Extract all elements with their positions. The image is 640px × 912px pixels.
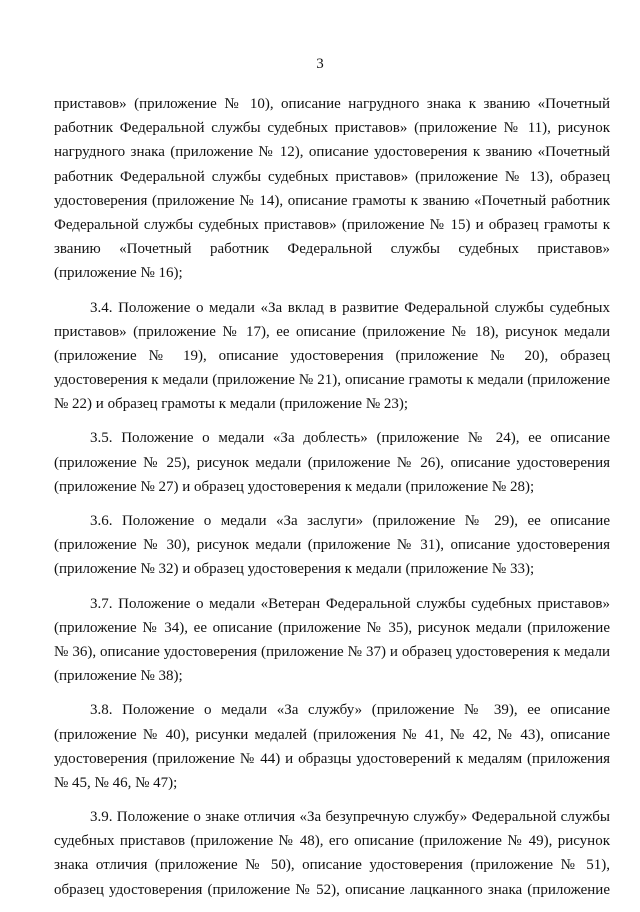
- paragraph: [54, 805, 610, 902]
- text-line: Федеральной службы судебных приставов» (приложение № 15) и образец грамоты к: [54, 216, 610, 233]
- text-line: (приложение № 19), описание удостоверения (приложение № 20), образец: [54, 347, 610, 364]
- text-line: (приложение № 30), рисунок медали (приложение № 31), описание удостоверения: [54, 537, 610, 554]
- text-line: 3.6. Положение о медали «За заслуги» (приложение № 29), ее описание: [90, 513, 610, 529]
- text-line: (приложение № 25), рисунок медали (приложение № 26), описание удостоверения: [54, 454, 610, 471]
- text-line: 3.8. Положение о медали «За службу» (приложение № 39), ее описание: [90, 702, 610, 719]
- text-line: судебных приставов (приложение № 48), его описание (приложение № 49), рисунок: [54, 833, 610, 850]
- text-line: удостоверения к медали (приложение № 21), описание грамоты к медали (приложение: [54, 372, 610, 389]
- text-line: приставов» (приложение № 17), ее описание (приложение № 18), рисунок медали: [54, 323, 610, 340]
- paragraph: [54, 509, 610, 582]
- paragraph: [54, 592, 610, 689]
- text-line: (приложение № 16);: [54, 265, 183, 282]
- text-line: работник Федеральной службы судебных приставов» (приложение № 11), рисунок: [54, 120, 610, 137]
- page-number: 3: [316, 56, 324, 72]
- text-line: 3.9. Положение о знаке отличия «За безупречную службу» Федеральной службы: [90, 809, 610, 826]
- paragraph: [54, 296, 610, 417]
- text-line: удостоверения (приложение № 14), описание грамоты к званию «Почетный работник: [54, 192, 610, 209]
- text-line: нагрудного знака (приложение № 12), описание удостоверения к званию «Почетный: [54, 144, 610, 161]
- text-line: образец удостоверения (приложение № 52), описание лацканного знака (приложение: [54, 881, 610, 898]
- paragraph: [54, 92, 610, 286]
- text-line: (приложение № 38);: [54, 668, 183, 685]
- text-line: приставов» (приложение № 10), описание нагрудного знака к званию «Почетный: [54, 96, 610, 112]
- text-line: 3.4. Положение о медали «За вклад в развитие Федеральной службы судебных: [90, 299, 610, 316]
- text-line: (приложение № 40), рисунки медалей (приложения № 41, № 42, № 43), описание: [54, 726, 610, 743]
- text-line: 3.5. Положение о медали «За доблесть» (приложение № 24), ее описание: [90, 430, 610, 447]
- text-line: № 22) и образец грамоты к медали (приложение № 23);: [54, 396, 409, 413]
- text-line: (приложение № 27) и образец удостоверения к медали (приложение № 28);: [54, 478, 535, 495]
- document-body: [54, 92, 610, 912]
- text-line: (приложение № 34), ее описание (приложение № 35), рисунок медали (приложение: [54, 619, 610, 636]
- text-line: удостоверения (приложение № 44) и образцы удостоверений к медалям (приложения: [54, 750, 610, 767]
- text-line: № 45, № 46, № 47);: [54, 774, 178, 791]
- paragraph: [54, 426, 610, 499]
- text-line: знака отличия (приложение № 50), описание удостоверения (приложение № 51),: [54, 857, 610, 874]
- text-line: званию «Почетный работник Федеральной службы судебных приставов»: [54, 241, 610, 258]
- text-line: № 36), описание удостоверения (приложение № 37) и образец удостоверения к медали: [54, 643, 610, 660]
- text-line: (приложение № 32) и образец удостоверения к медали (приложение № 33);: [54, 561, 535, 578]
- text-line: работник Федеральной службы судебных приставов» (приложение № 13), образец: [54, 168, 610, 185]
- text-line: 3.7. Положение о медали «Ветеран Федеральной службы судебных приставов»: [90, 595, 610, 612]
- paragraph: [54, 698, 610, 795]
